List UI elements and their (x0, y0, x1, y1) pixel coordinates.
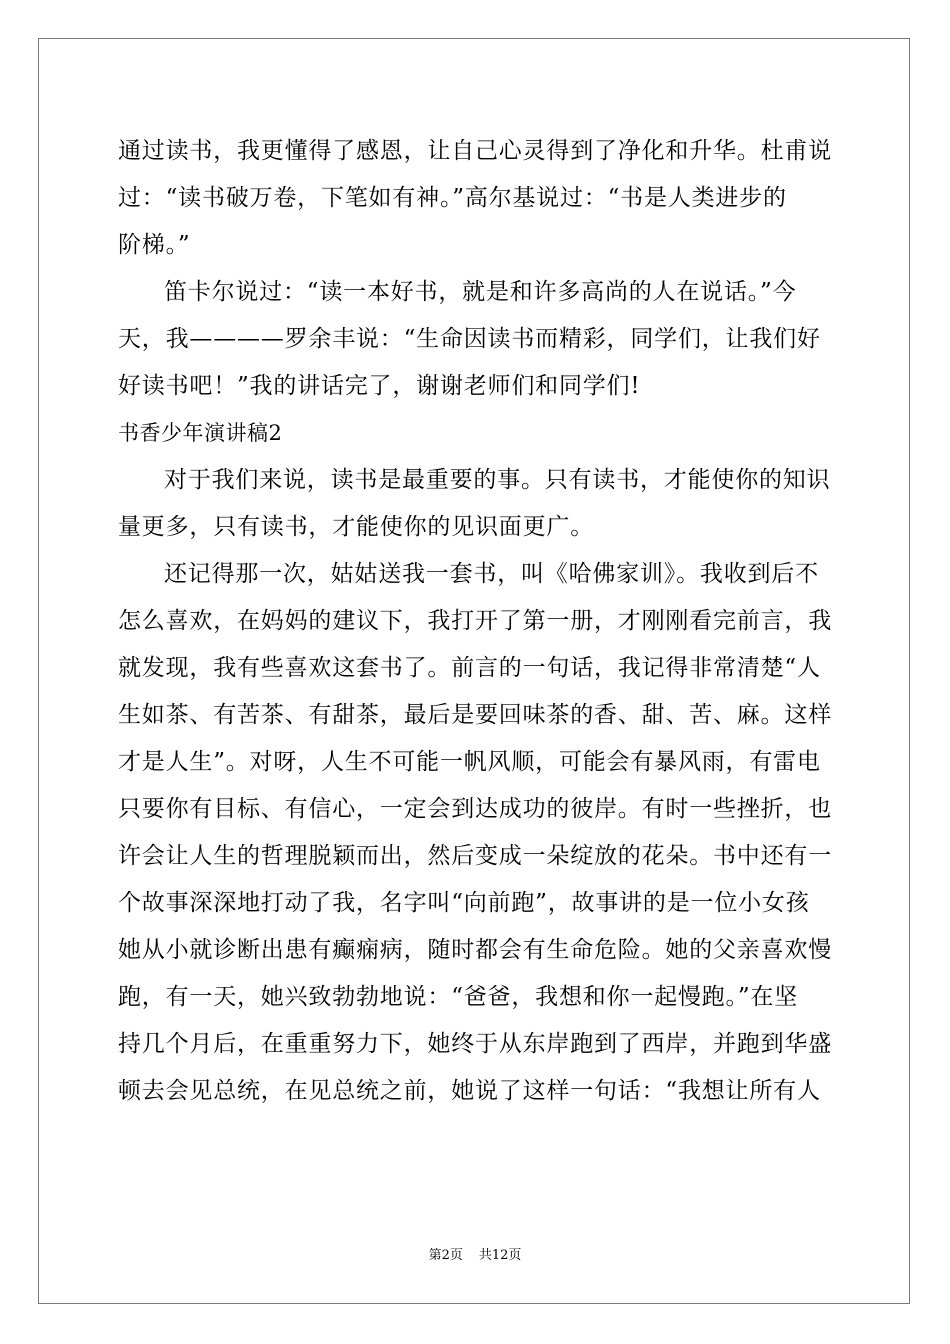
text-line: 才是人生”。对呀，人生不可能一帆风顺，可能会有暴风雨，有雷电 (118, 749, 821, 775)
text-line: 量更多，只有读书，才能使你的见识面更广。 (118, 514, 594, 540)
text-line: 过：“读书破万卷，下笔如有神。”高尔基说过：“书是人类进步的 (118, 185, 787, 211)
text-line: 许会让人生的哲理脱颖而出，然后变成一朵绽放的花朵。书中还有一 (118, 843, 832, 869)
text-line: 持几个月后，在重重努力下，她终于从东岸跑到了西岸，并跑到华盛 (118, 1031, 832, 1057)
text-line: 通过读书，我更懂得了感恩，让自己心灵得到了净化和升华。杜甫说 (118, 138, 832, 164)
text-line: 她从小就诊断出患有癫痫病，随时都会有生命危险。她的父亲喜欢慢 (118, 937, 832, 963)
page-footer (0, 1248, 950, 1264)
section-heading: 书香少年演讲稿2 (118, 421, 283, 445)
text-line: 天，我————罗余丰说：“生命因读书而精彩，同学们，让我们好 (118, 326, 821, 352)
text-line: 只要你有目标、有信心，一定会到达成功的彼岸。有时一些挫折，也 (118, 796, 832, 822)
page-number: 第2页 (428, 1248, 463, 1263)
text-line: 怎么喜欢，在妈妈的建议下，我打开了第一册，才刚刚看完前言，我 (118, 608, 832, 634)
text-line: 好读书吧！”我的讲话完了，谢谢老师们和同学们! (118, 373, 641, 399)
text-line: 笛卡尔说过：“读一本好书，就是和许多高尚的人在说话。”今 (164, 279, 797, 305)
text-line: 就发现，我有些喜欢这套书了。前言的一句话，我记得非常清楚“人 (118, 655, 821, 681)
text-line: 顿去会见总统，在见总统之前，她说了这样一句话：“我想让所有人 (118, 1078, 821, 1104)
text-line: 还记得那一次，姑姑送我一套书，叫《哈佛家训》。我收到后不 (164, 561, 819, 587)
text-line: 个故事深深地打动了我，名字叫“向前跑”，故事讲的是一位小女孩 (118, 890, 810, 916)
text-line: 阶梯。” (118, 232, 191, 258)
document-body (118, 128, 838, 1115)
text-line: 生如茶、有苦茶、有甜茶，最后是要回味茶的香、甜、苦、麻。这样 (118, 702, 832, 728)
text-line: 对于我们来说，读书是最重要的事。只有读书，才能使你的知识 (164, 467, 831, 493)
page-total: 共12页 (478, 1248, 522, 1263)
text-line: 跑，有一天，她兴致勃勃地说：“爸爸，我想和你一起慢跑。”在坚 (118, 984, 799, 1010)
